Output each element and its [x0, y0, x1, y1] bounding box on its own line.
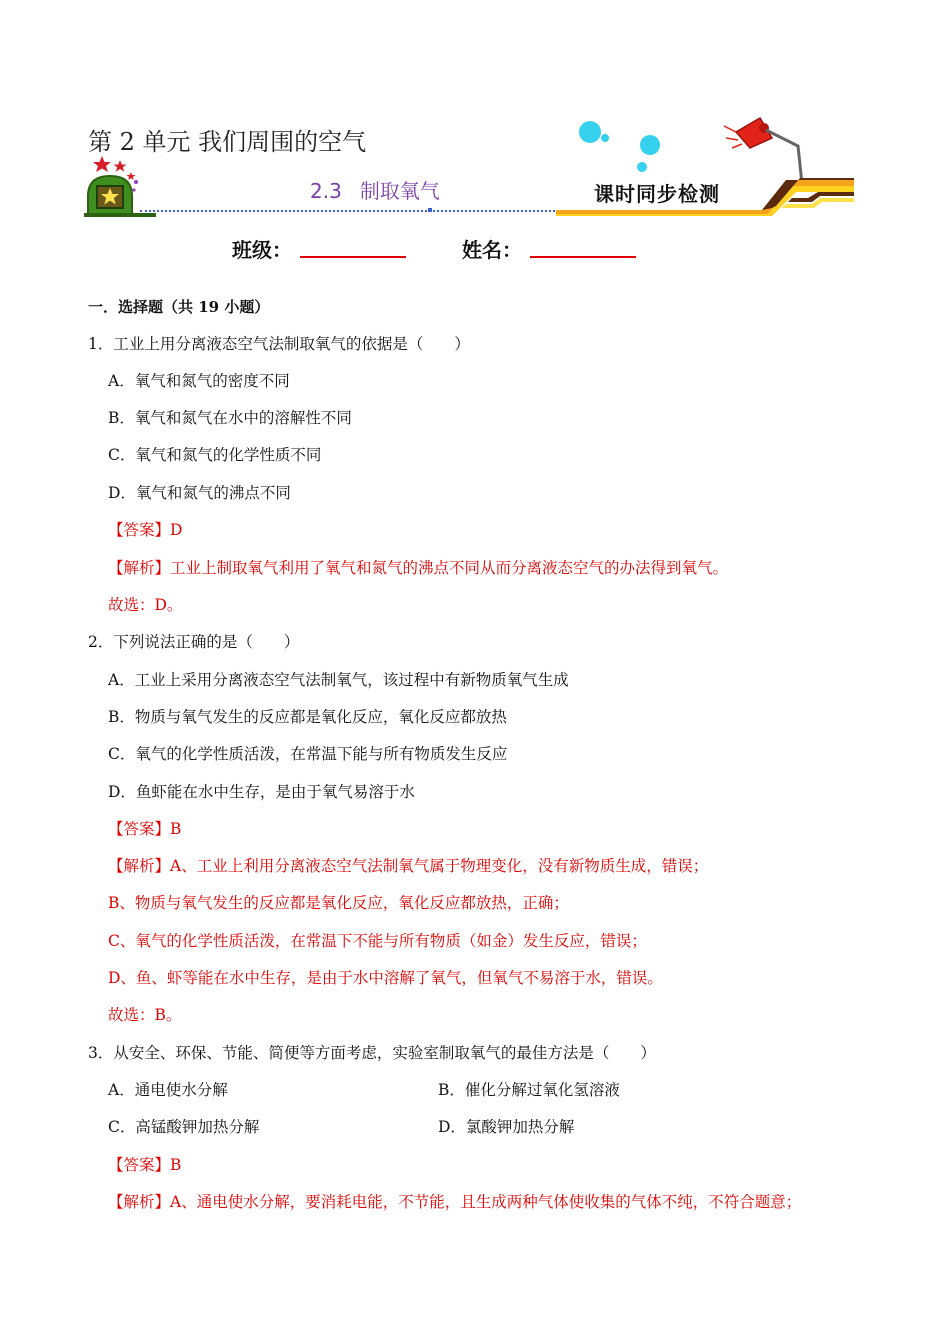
question-3-option-a: A．通电使水分解: [108, 1081, 228, 1099]
question-1-option-b: B．氧气和氮气在水中的溶解性不同: [108, 409, 352, 427]
desk-lamp-icon: [720, 112, 820, 187]
question-2-analysis-b: B、物质与氧气发生的反应都是氧化反应，氧化反应都放热，正确；: [108, 894, 569, 912]
question-2-option-c: C．氧气的化学性质活泼，在常温下能与所有物质发生反应: [108, 745, 508, 763]
class-field[interactable]: [300, 256, 406, 258]
question-2-answer: 【答案】B: [108, 820, 182, 838]
question-1-stem: 1．工业上用分离液态空气法制取氧气的依据是（ ）: [88, 335, 470, 353]
question-1-conclusion: 故选：D。: [108, 596, 183, 614]
question-3-analysis-a: 【解析】A、通电使水分解，要消耗电能，不节能，且生成两种气体使收集的气体不纯，不符合题意；: [108, 1193, 802, 1211]
question-2-analysis-c: C、氧气的化学性质活泼，在常温下不能与所有物质（如金）发生反应，错误；: [108, 932, 647, 950]
question-1-option-c: C．氧气和氮气的化学性质不同: [108, 446, 322, 464]
star-badge-decoration: [84, 150, 156, 218]
bubbles-decoration: [570, 115, 670, 180]
section-number: 2.3: [310, 179, 342, 203]
question-1-option-d: D．氧气和氮气的沸点不同: [108, 484, 291, 502]
unit-title: 第 2 单元 我们周围的空气: [88, 128, 367, 156]
question-2-option-b: B．物质与氧气发生的反应都是氧化反应，氧化反应都放热: [108, 708, 507, 726]
question-2-option-a: A．工业上采用分离液态空气法制氧气，该过程中有新物质氧气生成: [108, 671, 569, 689]
question-1-option-a: A．氧气和氮气的密度不同: [108, 372, 290, 390]
question-3-answer: 【答案】B: [108, 1156, 182, 1174]
section-name: 制取氧气: [359, 179, 440, 203]
question-1-answer: 【答案】D: [108, 521, 183, 539]
banner-dotted-line: [140, 210, 555, 212]
banner-dot-marker: [428, 208, 432, 212]
name-label: 姓名：: [462, 238, 522, 262]
question-2-stem: 2．下列说法正确的是（ ）: [88, 633, 300, 651]
question-3-option-c: C．高锰酸钾加热分解: [108, 1118, 260, 1136]
question-2-option-d: D．鱼虾能在水中生存，是由于氧气易溶于水: [108, 783, 415, 801]
question-3-option-b: B．催化分解过氧化氢溶液: [438, 1081, 620, 1099]
banner-label: 课时同步检测: [594, 182, 720, 206]
name-field[interactable]: [530, 256, 636, 258]
question-3-stem: 3．从安全、环保、节能、简便等方面考虑，实验室制取氧气的最佳方法是（ ）: [88, 1044, 656, 1062]
question-1-analysis: 【解析】工业上制取氧气利用了氧气和氮气的沸点不同从而分离液态空气的办法得到氧气。: [108, 559, 729, 577]
section-title: [310, 175, 440, 204]
class-label: 班级：: [232, 238, 292, 262]
question-2-conclusion: 故选：B。: [108, 1006, 182, 1024]
section-heading: 一．选择题（共 19 小题）: [88, 298, 270, 316]
question-2-analysis-a: 【解析】A、工业上利用分离液态空气法制氧气属于物理变化，没有新物质生成，错误；: [108, 857, 709, 875]
question-2-analysis-d: D、鱼、虾等能在水中生存，是由于水中溶解了氧气，但氧气不易溶于水，错误。: [108, 969, 663, 987]
question-3-option-d: D．氯酸钾加热分解: [438, 1118, 575, 1136]
